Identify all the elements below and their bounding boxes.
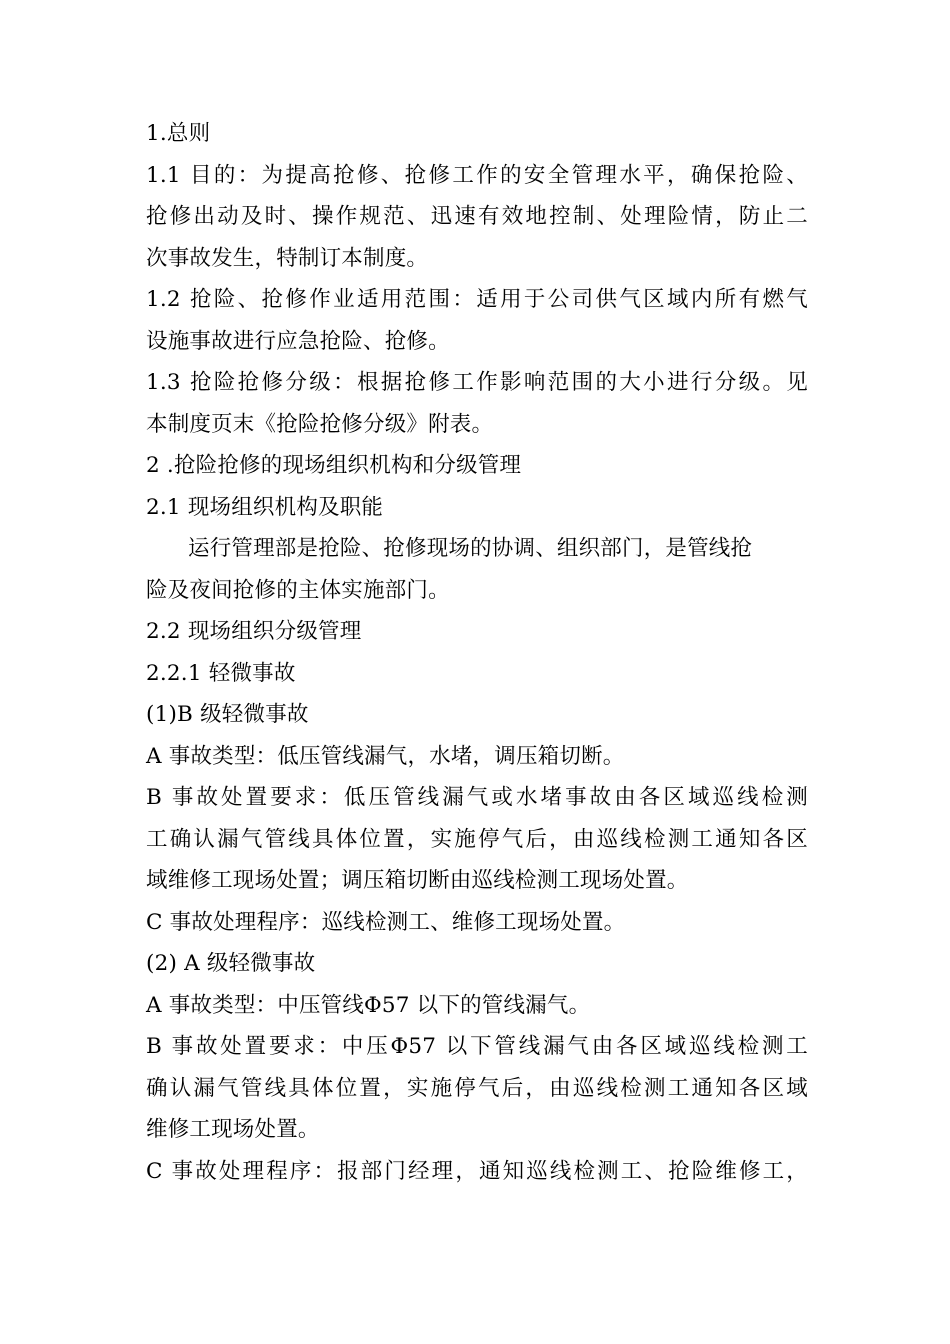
subsection-heading-2-2-1: 2.2.1 轻微事故 (146, 660, 296, 686)
paragraph-line: C 事故处理程序：巡线检测工、维修工现场处置。 (146, 909, 626, 935)
section-heading-2: 2 .抢险抢修的现场组织机构和分级管理 (146, 453, 522, 478)
paragraph-line: 设施事故进行应急抢险、抢修。 (146, 328, 450, 354)
paragraph-line: 1.3 抢险抢修分级：根据抢修工作影响范围的大小进行分级。见 (146, 370, 808, 395)
paragraph-line: A 事故类型：低压管线漏气，水堵，调压箱切断。 (146, 743, 625, 769)
section-heading-1: 1.总则 (146, 121, 211, 146)
subsection-heading-2-2: 2.2 现场组织分级管理 (146, 619, 362, 644)
paragraph-line: 1.2 抢险、抢修作业适用范围：适用于公司供气区域内所有燃气 (146, 287, 808, 312)
paragraph-line: B 事故处置要求：中压Φ57 以下管线漏气由各区域巡线检测工 (146, 1034, 808, 1059)
paragraph-line: 运行管理部是抢险、抢修现场的协调、组织部门，是管线抢 (188, 536, 753, 561)
subsection-heading-2-1: 2.1 现场组织机构及职能 (146, 494, 384, 520)
paragraph-line: C 事故处理程序：报部门经理，通知巡线检测工、抢险维修工， (146, 1158, 808, 1184)
paragraph-line: 抢修出动及时、操作规范、迅速有效地控制、处理险情，防止二 (146, 204, 808, 229)
paragraph-line: 域维修工现场处置；调压箱切断由巡线检测工现场处置。 (146, 868, 689, 893)
document-body (146, 113, 812, 1192)
item-heading-a-level: (2) A 级轻微事故 (146, 951, 316, 976)
item-heading-b-level: (1)B 级轻微事故 (146, 702, 309, 727)
paragraph-line: 次事故发生，特制订本制度。 (146, 245, 429, 271)
paragraph-line: A 事故类型：中压管线Φ57 以下的管线漏气。 (146, 992, 591, 1018)
paragraph-line: 工确认漏气管线具体位置，实施停气后，由巡线检测工通知各区 (146, 826, 808, 852)
paragraph-line: B 事故处置要求：低压管线漏气或水堵事故由各区域巡线检测 (146, 785, 808, 810)
paragraph-line: 1.1 目的：为提高抢修、抢修工作的安全管理水平，确保抢险、 (146, 162, 808, 188)
paragraph-line: 确认漏气管线具体位置，实施停气后，由巡线检测工通知各区域 (146, 1075, 808, 1101)
paragraph-line: 本制度页末《抢险抢修分级》附表。 (146, 411, 494, 437)
paragraph-line: 险及夜间抢修的主体实施部门。 (146, 577, 450, 603)
paragraph-line: 维修工现场处置。 (146, 1117, 320, 1142)
